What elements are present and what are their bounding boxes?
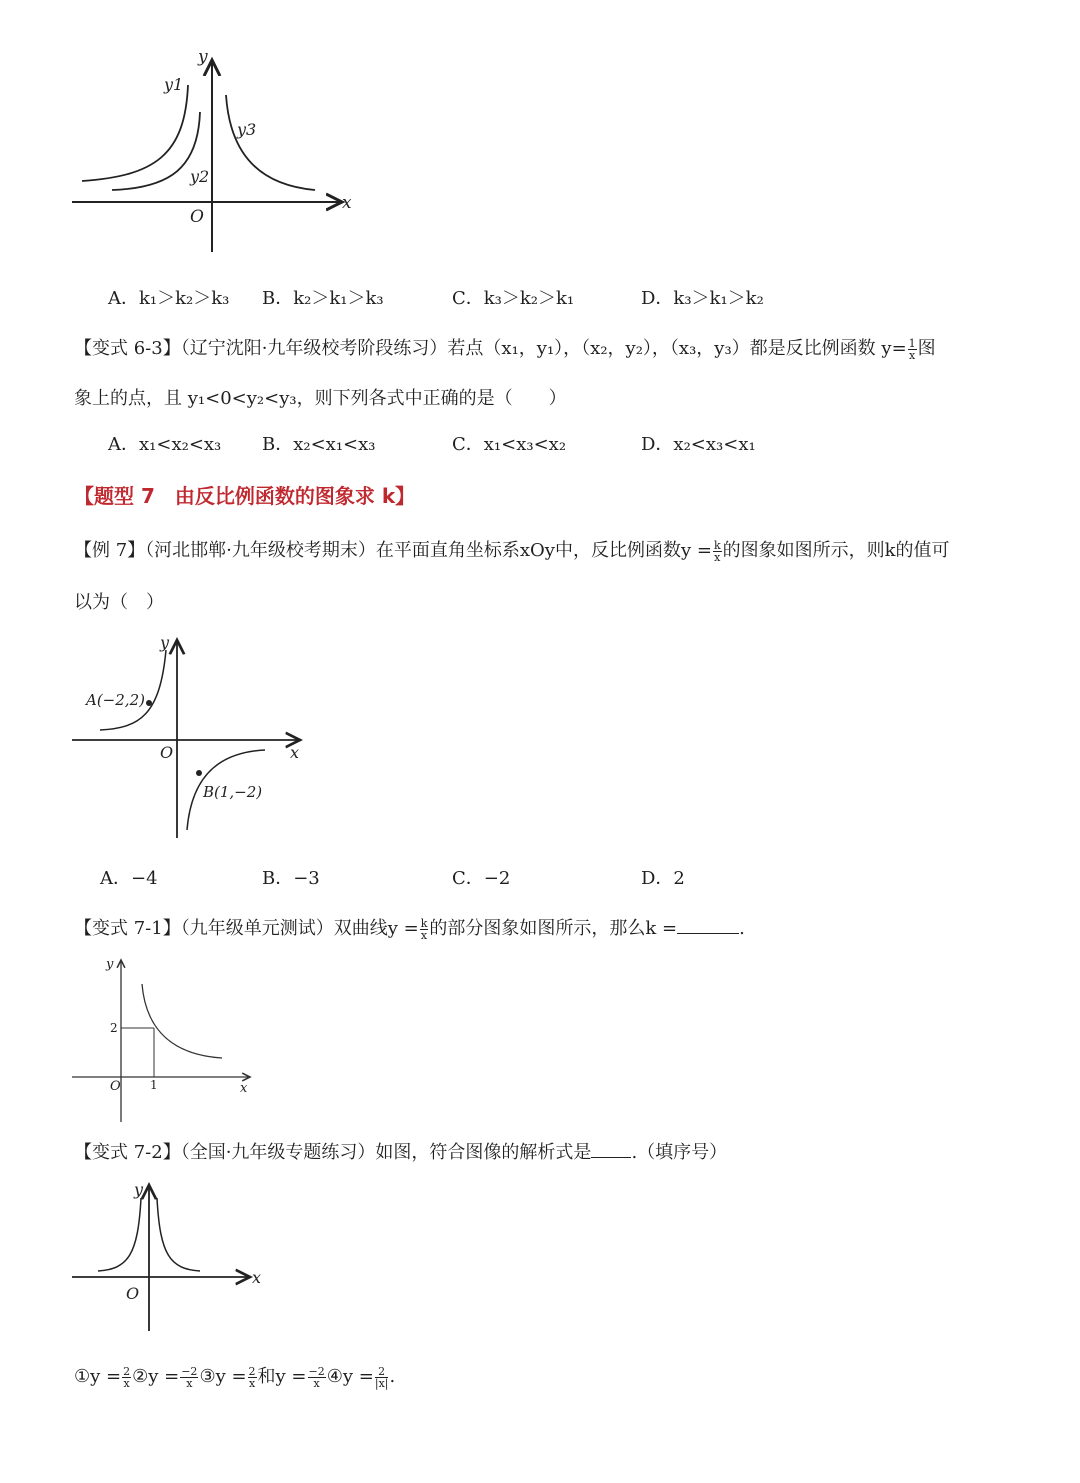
fraction-k-over-x: $\frac{k}{x}$ [713, 538, 721, 564]
tick-label-y-2: 2 [110, 1021, 118, 1035]
choice-2[interactable]: ②y = $\frac{-2}{x}$ [132, 1364, 198, 1390]
choice-1[interactable]: ①y = $\frac{2}{x}$ [74, 1364, 131, 1390]
x-axis-label: x [342, 193, 352, 213]
curve-y2 [112, 112, 200, 190]
curve-y1 [82, 85, 188, 181]
v63-question-line1: 【变式 6-3】（辽宁沈阳·九年级校考阶段练习）若点（x₁，y₁），（x₂，y₂），（x₃，y₃）都是反比例函数 y= $\frac{1}{x}$ 图 [74, 336, 936, 362]
ex7-option-d[interactable]: D．2 [641, 868, 685, 889]
v71-question: 【变式 7-1】（九年级单元测试）双曲线y = $\frac{k}{x}$ 的部分图象如图所示，那么k = . [74, 916, 745, 942]
graph-v71 [60, 952, 260, 1127]
option-d[interactable]: D．k₃＞k₁＞k₂ [641, 288, 764, 309]
label-y3: y3 [237, 120, 257, 139]
v63-question-line2: 象上的点，且 y₁<0<y₂<y₃，则下列各式中正确的是（ ） [74, 388, 567, 409]
v63-option-b[interactable]: B．x₂<x₁<x₃ [262, 434, 376, 455]
option-b[interactable]: B．k₂＞k₁＞k₃ [262, 288, 384, 309]
choice-4[interactable]: ④y = $\frac{2}{|x|}$ [326, 1364, 389, 1390]
v63-option-c[interactable]: C．x₁<x₃<x₂ [452, 434, 567, 455]
fraction-1-over-x: $\frac{1}{x}$ [908, 336, 916, 362]
ex7-option-c[interactable]: C．−2 [452, 868, 511, 889]
y-axis-label: y [160, 633, 170, 652]
ex7-question-line2: 以为（ ） [74, 592, 164, 613]
origin-label: O [190, 207, 204, 227]
graph-three-hyperbolas [60, 40, 370, 265]
x-axis-label: x [290, 743, 300, 762]
y-axis-label: y [134, 1180, 144, 1199]
v72-choices: ①y = $\frac{2}{x}$ ②y = $\frac{-2}{x}$ ③y = $\frac{2}{x}$ 和y = $\frac{-2}{x}$ ④y = $\frac{2}{|x|}$ . [74, 1364, 396, 1390]
point-b-label: B(1,−2) [203, 783, 263, 801]
choice-3[interactable]: ③y = $\frac{2}{x}$ 和y = $\frac{-2}{x}$ [199, 1364, 325, 1390]
point-a-dot [146, 700, 152, 706]
ex7-question-line1: 【例 7】（河北邯郸·九年级校考期末）在平面直角坐标系xOy中，反比例函数y = $\frac{k}{x}$ 的图象如图所示，则k的值可 [74, 538, 950, 564]
x-axis-label: x [240, 1081, 248, 1096]
answer-blank[interactable] [591, 1157, 631, 1158]
v63-option-a[interactable]: A．x₁<x₂<x₃ [108, 434, 222, 455]
origin-label: O [126, 1284, 140, 1303]
origin-label: O [160, 743, 174, 762]
fraction-k-over-x: $\frac{k}{x}$ [420, 916, 428, 942]
option-c[interactable]: C．k₃＞k₂＞k₁ [452, 288, 575, 309]
curve-branch-upper-left [100, 650, 166, 730]
v63-option-d[interactable]: D．x₂<x₃<x₁ [641, 434, 756, 455]
graph-example7 [60, 630, 320, 845]
ex7-option-b[interactable]: B．−3 [262, 868, 320, 889]
y-axis-label: y [106, 957, 114, 972]
curve-right-branch [157, 1198, 200, 1271]
ex7-option-a[interactable]: A．−4 [100, 868, 158, 889]
point-b-dot [196, 770, 202, 776]
curve-y3 [226, 95, 315, 190]
origin-label: O [110, 1079, 121, 1094]
graph-v72 [60, 1175, 280, 1335]
v72-question: 【变式 7-2】（全国·九年级专题练习）如图，符合图像的解析式是 .（填序号） [74, 1142, 728, 1163]
label-y1: y1 [164, 75, 184, 94]
label-y2: y2 [190, 167, 210, 186]
x-axis-label: x [252, 1268, 262, 1287]
curve-left-branch [98, 1198, 141, 1271]
tick-label-x-1: 1 [150, 1078, 158, 1092]
option-a[interactable]: A．k₁＞k₂＞k₃ [108, 288, 230, 309]
answer-blank[interactable] [677, 933, 739, 934]
section-heading-type7: 【题型 7 由反比例函数的图象求 k】 [74, 484, 416, 508]
y-axis-label: y [198, 47, 208, 67]
point-a-label: A(−2,2) [86, 691, 145, 709]
